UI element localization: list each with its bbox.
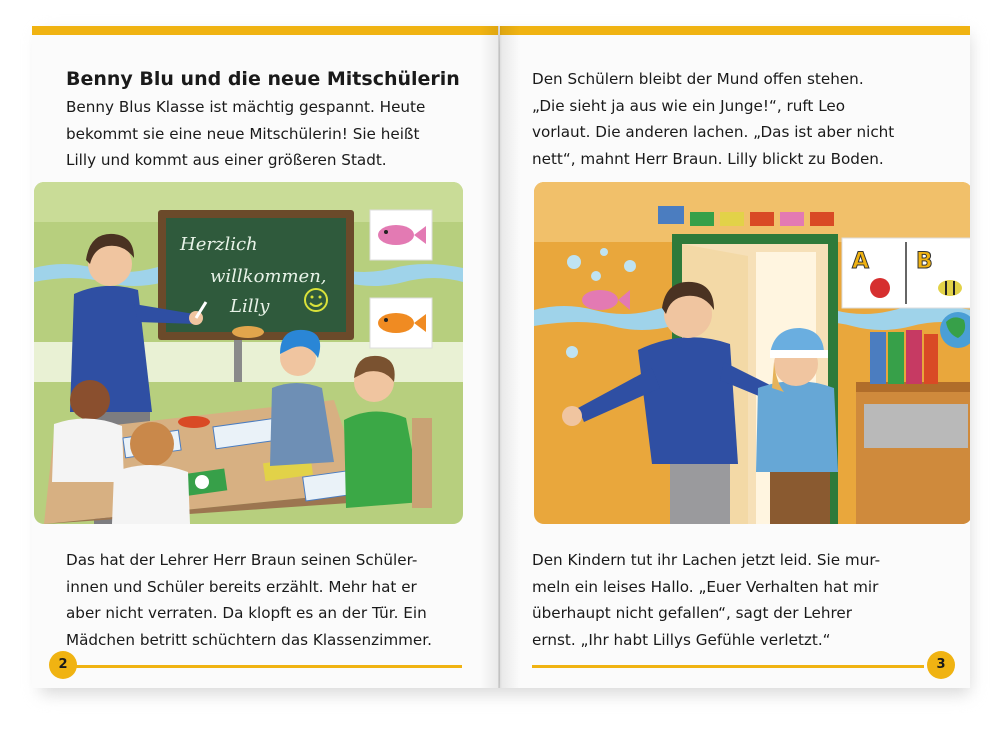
poster-letter-b: B <box>916 249 933 274</box>
text-line: innen und Schüler bereits erzählt. Mehr hat er <box>66 577 417 596</box>
doorway-illustration <box>534 182 970 524</box>
right-footer-line <box>532 665 924 668</box>
fish-poster-pink <box>370 210 432 260</box>
story-title: Benny Blu und die neue Mitschülerin <box>66 68 460 90</box>
poster-letter-a: A <box>852 249 870 274</box>
page-number-right: 3 <box>927 651 955 679</box>
text-line: Lilly und kommt aus einer größeren Stadt. <box>66 151 387 169</box>
page-number-left: 2 <box>49 651 77 679</box>
text-line: „Die sieht ja aus wie ein Junge!“, ruft Leo <box>532 96 846 115</box>
text-line: vorlaut. Die anderen lachen. „Das ist aber nicht <box>532 123 895 141</box>
text-line: Den Schülern bleibt der Mund offen stehen. <box>532 70 864 88</box>
text-line: Das hat der Lehrer Herr Braun seinen Schüler- <box>66 551 418 569</box>
alphabet-poster <box>842 238 970 308</box>
right-top-accent-bar <box>500 26 970 35</box>
text-line: bekommt sie eine neue Mitschülerin! Sie heißt <box>66 124 420 143</box>
text-line: Den Kindern tut ihr Lachen jetzt leid. Sie mur- <box>532 551 881 569</box>
text-line: aber nicht verraten. Da klopft es an der Tür. Ein <box>66 604 427 622</box>
left-bottom-paragraph <box>66 547 432 653</box>
fish-poster-orange <box>370 298 432 348</box>
chalkboard-line-2: willkommen, <box>210 266 327 287</box>
text-line: nett“, mahnt Herr Braun. Lilly blickt zu Boden. <box>532 149 884 168</box>
text-line: Benny Blus Klasse ist mächtig gespannt. Heute <box>66 98 426 116</box>
text-line: ernst. „Ihr habt Lillys Gefühle verletzt.“ <box>532 630 831 649</box>
chalkboard-line-1: Herzlich <box>180 234 258 255</box>
text-line: meln ein leises Hallo. „Euer Verhalten hat mir <box>532 577 879 596</box>
left-footer-line <box>76 665 462 668</box>
left-top-accent-bar <box>32 26 498 35</box>
text-line: überhaupt nicht gefallen“, sagt der Lehrer <box>532 604 852 622</box>
right-top-paragraph <box>532 66 894 172</box>
apple-icon <box>870 278 890 298</box>
left-page <box>32 26 499 688</box>
bee-icon <box>938 280 962 296</box>
text-line: Mädchen betritt schüchtern das Klassenzimmer. <box>66 630 432 649</box>
left-top-paragraph <box>66 94 425 174</box>
chalkboard-line-3: Lilly <box>230 296 270 317</box>
right-page <box>500 26 970 688</box>
right-bottom-paragraph <box>532 547 880 653</box>
classroom-illustration <box>34 182 463 524</box>
